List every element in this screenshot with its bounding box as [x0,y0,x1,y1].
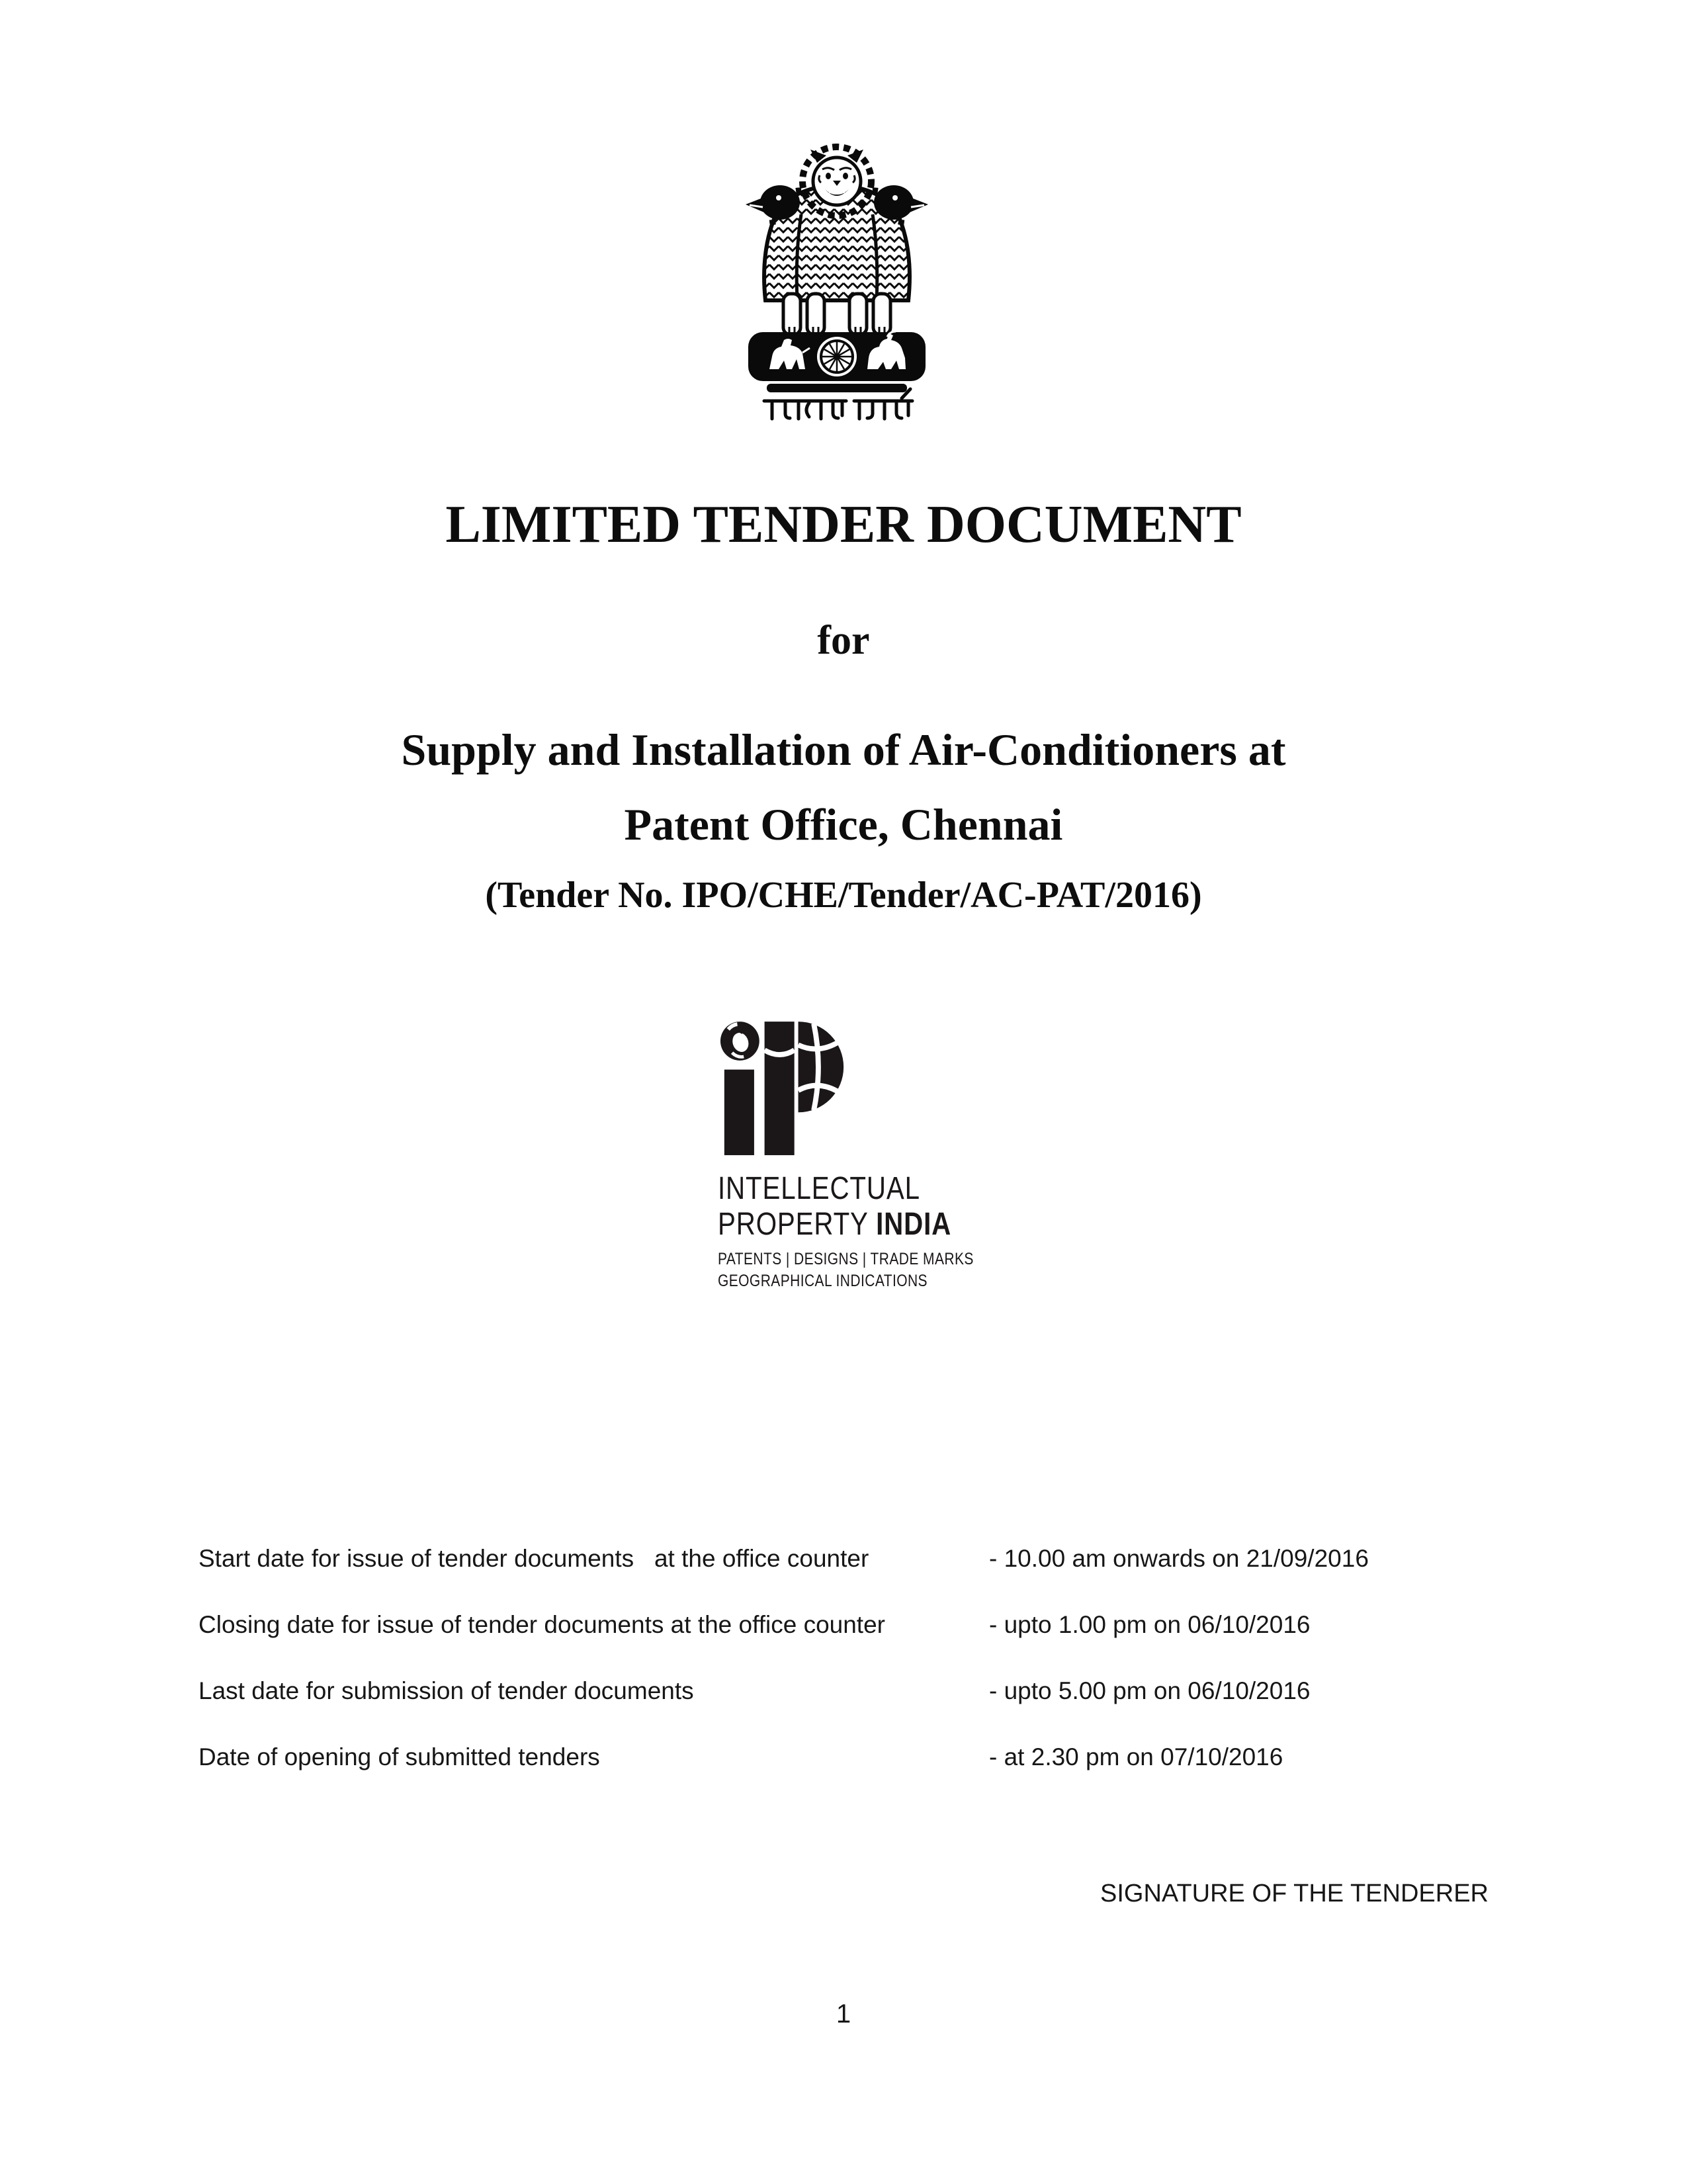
schedule-value: - 10.00 am onwards on 21/09/2016 [989,1545,1369,1572]
logo-property-text: PROPERTY [718,1207,877,1242]
schedule-value: - upto 1.00 pm on 06/10/2016 [989,1611,1311,1638]
logo-gi-line: GEOGRAPHICAL INDICATIONS [718,1272,928,1290]
schedule-label: Last date for submission of tender documents [198,1677,694,1704]
subject-line-2: Patent Office, Chennai [624,799,1063,850]
tender-number: (Tender No. IPO/CHE/Tender/AC-PAT/2016) [485,875,1202,916]
document-title: LIMITED TENDER DOCUMENT [445,496,1242,554]
schedule-row-start-date [198,1543,1522,1609]
emblem-of-india-icon [723,142,951,423]
logo-india-text: INDIA [876,1207,952,1242]
ip-india-logo [718,1018,1022,1292]
schedule-row-opening-date [198,1741,1522,1808]
logo-wordmark-line1: INTELLECTUAL [718,1171,920,1206]
logo-services-line: PATENTS | DESIGNS | TRADE MARKS [718,1250,974,1268]
ip-india-logo-mark-icon [719,1018,849,1162]
signature-line: SIGNATURE OF THE TENDERER [1100,1880,1489,1907]
logo-wordmark-line2 [718,1207,973,1243]
schedule-value: - at 2.30 pm on 07/10/2016 [989,1743,1283,1770]
tender-schedule [198,1543,1522,1808]
title-connector: for [817,618,870,663]
schedule-value: - upto 5.00 pm on 06/10/2016 [989,1677,1311,1704]
schedule-label: Date of opening of submitted tenders [198,1743,600,1770]
page-number: 1 [836,1999,851,2029]
subject-line-1: Supply and Installation of Air-Conditioners at [401,724,1286,775]
schedule-label: Start date for issue of tender documents at the office counter [198,1545,869,1572]
schedule-label: Closing date for issue of tender documents at the office counter [198,1611,885,1638]
schedule-row-closing-date [198,1609,1522,1675]
schedule-row-submission-date [198,1675,1522,1741]
